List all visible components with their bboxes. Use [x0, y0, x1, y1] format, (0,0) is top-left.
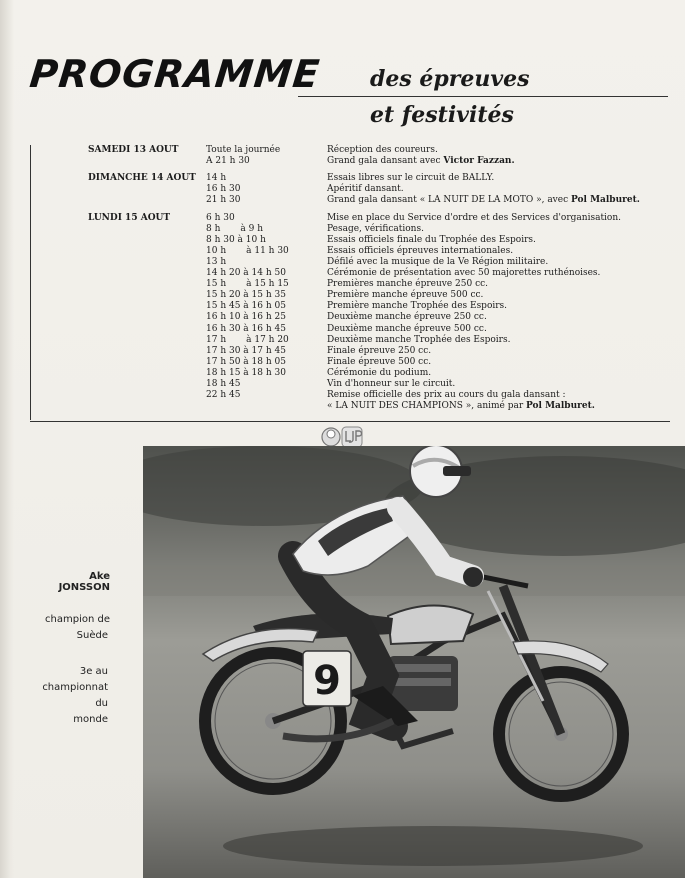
schedule-description-text: Deuxième manche épreuve 250 cc.	[327, 312, 487, 323]
schedule-description-text: Finale épreuve 500 cc.	[327, 356, 432, 367]
schedule-time: 18 h 15 à 18 h 30	[206, 367, 286, 378]
schedule-description	[327, 213, 621, 224]
caption-line-1: champion de	[45, 614, 110, 625]
schedule-day: LUNDI 15 AOUT	[88, 212, 171, 223]
schedule-description	[327, 224, 424, 235]
schedule-description	[327, 401, 595, 412]
schedule-row	[0, 184, 685, 195]
schedule-description-text: Cérémonie de présentation avec 50 majorettes ruthénoises.	[327, 268, 601, 278]
schedule-description-text: Première manche Trophée des Espoirs.	[327, 301, 508, 312]
schedule-description-text: Apéritif dansant.	[327, 184, 404, 195]
schedule-description	[327, 379, 455, 390]
schedule-time: A 21 h 30	[206, 156, 250, 167]
schedule-description-name: Pol Malburet.	[526, 401, 595, 412]
schedule-time: 22 h 45	[206, 390, 241, 401]
schedule-description-text: Cérémonie du podium.	[327, 367, 432, 378]
schedule-table	[0, 0, 685, 430]
schedule-description	[327, 173, 494, 184]
schedule-time: 15 h 20 à 15 h 35	[206, 290, 286, 301]
schedule-row	[0, 279, 685, 290]
schedule-description	[327, 390, 566, 401]
schedule-description-name: Victor Fazzan.	[443, 156, 515, 167]
schedule-description-text: Mise en place du Service d'ordre et des Services d'organisation.	[327, 212, 622, 223]
schedule-description	[327, 368, 431, 379]
schedule-row	[0, 213, 685, 224]
schedule-time: 18 h 45	[206, 379, 241, 389]
schedule-time: Toute la journée	[206, 145, 281, 155]
schedule-time: 8 h 30 à 10 h	[206, 234, 266, 245]
schedule-description-text: Première manche épreuve 500 cc.	[327, 290, 484, 301]
schedule-description-name: Pol Malburet.	[571, 195, 640, 206]
schedule-row	[0, 346, 685, 357]
schedule-time: 16 h 30	[206, 184, 241, 195]
rider-name	[40, 571, 110, 593]
schedule-description-text: Finale épreuve 250 cc.	[327, 345, 432, 356]
schedule-row	[0, 246, 685, 257]
schedule-description	[327, 195, 640, 206]
caption-line-5: du	[95, 698, 108, 709]
schedule-time: 15 h 45 à 16 h 05	[206, 301, 286, 312]
schedule-description	[327, 268, 600, 279]
subtitle-line-2: et festivités	[370, 102, 514, 128]
schedule-description	[327, 290, 483, 301]
schedule-description-text: Deuxième manche épreuve 500 cc.	[327, 323, 487, 334]
schedule-row	[0, 390, 685, 401]
schedule-row	[0, 324, 685, 335]
schedule-description	[327, 324, 487, 335]
schedule-description	[327, 312, 487, 323]
schedule-description-text: « LA NUIT DES CHAMPIONS », animé par	[327, 401, 527, 412]
schedule-row	[0, 224, 685, 235]
schedule-description-text: Premières manche épreuve 250 cc.	[327, 279, 489, 290]
schedule-time: 6 h 30	[206, 212, 235, 223]
schedule-time: 14 h	[206, 173, 227, 184]
schedule-row	[0, 379, 685, 390]
schedule-description	[327, 257, 548, 268]
schedule-row	[0, 235, 685, 246]
schedule-row	[0, 290, 685, 301]
schedule-row	[0, 195, 685, 206]
schedule-description-text: Essais libres sur le circuit de BALLY.	[327, 173, 495, 184]
schedule-row	[0, 268, 685, 279]
schedule-description-text: Grand gala dansant avec	[327, 156, 444, 167]
schedule-description-text: Vin d'honneur sur le circuit.	[327, 379, 456, 389]
schedule-description	[327, 246, 513, 257]
schedule-description-text: Essais officiels épreuves internationales.	[327, 245, 514, 256]
schedule-time: 13 h	[206, 256, 227, 267]
schedule-description-text: Défilé avec la musique de la Ve Région militaire.	[327, 256, 549, 267]
schedule-description-text: Essais officiels finale du Trophée des Espoirs.	[327, 234, 536, 245]
schedule-time: 16 h 30 à 16 h 45	[206, 323, 286, 334]
photo-illustration	[143, 446, 685, 878]
schedule-description-text: Grand gala dansant « LA NUIT DE LA MOTO », avec	[327, 195, 571, 206]
schedule-day: DIMANCHE 14 AOUT	[88, 173, 196, 184]
schedule-time: 16 h 10 à 16 h 25	[206, 312, 286, 323]
schedule-description	[327, 301, 507, 312]
schedule-time: 8 h à 9 h	[206, 223, 264, 234]
schedule-row	[0, 145, 685, 156]
schedule-description	[327, 335, 510, 346]
schedule-description	[327, 346, 431, 357]
schedule-description	[327, 156, 515, 167]
schedule-description	[327, 235, 536, 246]
subtitle-line-1: des épreuves	[370, 66, 530, 92]
schedule-row	[0, 173, 685, 184]
schedule-row	[0, 335, 685, 346]
schedule-description-text: Remise officielle des prix au cours du gala dansant :	[327, 390, 566, 401]
rider-last-name: JONSSON	[58, 582, 110, 593]
schedule-time: 17 h à 17 h 20	[206, 334, 289, 345]
schedule-description	[327, 184, 404, 195]
schedule-time: 17 h 30 à 17 h 45	[206, 345, 286, 356]
schedule-row	[0, 301, 685, 312]
page-title: PROGRAMME	[27, 52, 323, 96]
schedule-row	[0, 312, 685, 323]
caption-line-4: championnat	[42, 682, 108, 693]
caption-line-2: Suède	[76, 630, 108, 641]
schedule-time: 14 h 20 à 14 h 50	[206, 268, 286, 278]
schedule-row	[0, 156, 685, 167]
schedule-description	[327, 279, 488, 290]
bike-number: 9	[313, 658, 341, 704]
schedule-bottom-rule	[30, 421, 670, 422]
caption-line-6: monde	[73, 714, 108, 725]
schedule-row	[0, 357, 685, 368]
schedule-time: 21 h 30	[206, 195, 241, 206]
motocross-photo	[143, 446, 685, 878]
schedule-time: 15 h à 15 h 15	[206, 279, 289, 290]
schedule-row	[0, 401, 685, 412]
schedule-description-text: Deuxième manche Trophée des Espoirs.	[327, 334, 511, 345]
rider-first-name: Ake	[89, 571, 110, 582]
schedule-row	[0, 257, 685, 268]
schedule-row	[0, 368, 685, 379]
caption-line-3: 3e au	[79, 666, 108, 677]
schedule-description-text: Réception des coureurs.	[327, 145, 438, 155]
schedule-time: 10 h à 11 h 30	[206, 245, 289, 256]
schedule-time: 17 h 50 à 18 h 05	[206, 356, 286, 367]
schedule-description	[327, 357, 431, 368]
schedule-day: SAMEDI 13 AOUT	[88, 145, 179, 155]
schedule-description-text: Pesage, vérifications.	[327, 223, 424, 234]
schedule-description	[327, 145, 438, 156]
